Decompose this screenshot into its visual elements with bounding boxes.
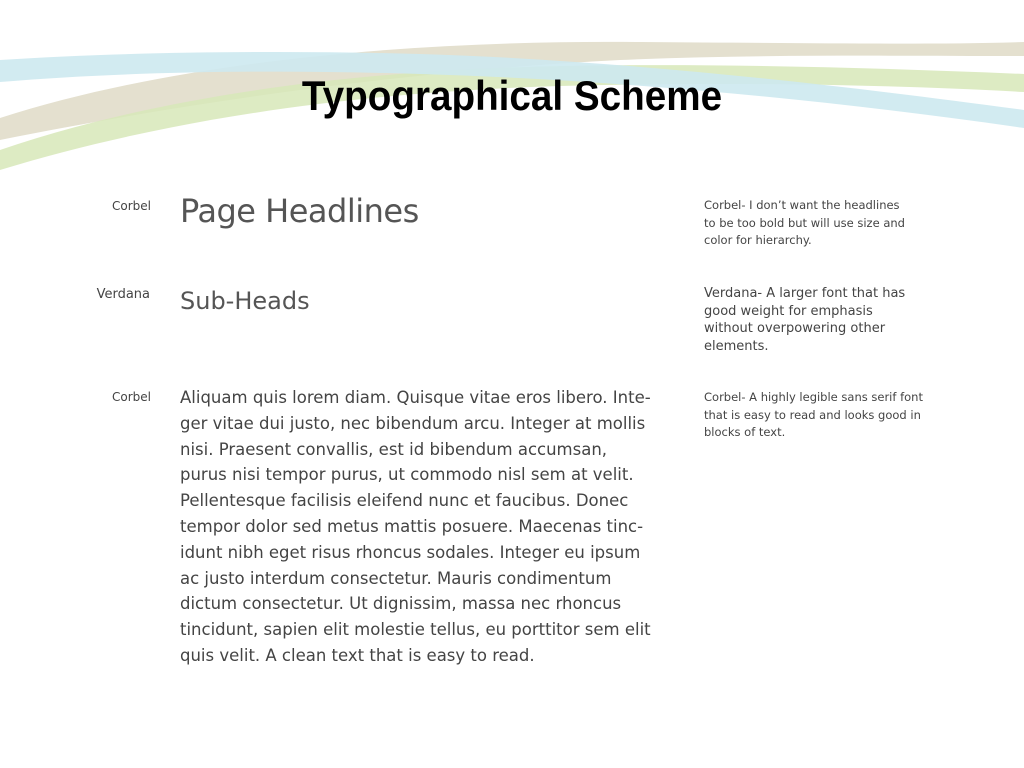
body-line: ac justo interdum consectetur. Mauris condimentum [180, 568, 612, 588]
body-line: ger vitae dui justo, nec bibendum arcu. Integer at mollis [180, 413, 646, 433]
body-line: purus nisi tempor purus, ut commodo nisl sem at velit. [180, 465, 634, 485]
subhead-font-note [704, 285, 934, 355]
font-label-headline: Corbel [112, 199, 151, 213]
note-line: good weight for emphasis [704, 303, 873, 319]
body-line: nisi. Praesent convallis, est id bibendum accumsan, [180, 439, 608, 459]
body-line: quis velit. A clean text that is easy to read. [180, 645, 535, 665]
body-line: Aliquam quis lorem diam. Quisque vitae eros libero. Inte- [180, 388, 651, 407]
font-label-body: Corbel [112, 390, 151, 404]
sample-page-headline: Page Headlines [180, 192, 419, 230]
body-line: Pellentesque facilisis eleifend nunc et faucibus. Donec [180, 491, 629, 511]
sample-sub-heads: Sub-Heads [180, 287, 310, 315]
note-line: Corbel- I don’t want the headlines [704, 198, 900, 212]
slide-title: Typographical Scheme [301, 72, 723, 119]
note-line: that is easy to read and looks good in [704, 407, 921, 422]
body-line: tincidunt, sapien elit molestie tellus, eu porttitor sem elit [180, 620, 651, 640]
note-line: blocks of text. [704, 425, 786, 439]
note-line: to be too bold but will use size and [704, 215, 905, 230]
note-line: Verdana- A larger font that has [704, 286, 906, 301]
note-line: without overpowering other [704, 321, 886, 336]
body-font-note [704, 389, 934, 442]
note-line: elements. [704, 338, 769, 354]
sample-body-paragraph [180, 385, 685, 669]
note-line: Corbel- A highly legible sans serif font [704, 390, 923, 404]
body-line: idunt nibh eget risus rhoncus sodales. Integer eu ipsum [180, 542, 641, 562]
headline-font-note [704, 197, 934, 250]
body-line: tempor dolor sed metus mattis posuere. Maecenas tinc- [180, 516, 644, 536]
note-line: color for hierarchy. [704, 233, 812, 247]
font-label-subhead: Verdana [96, 287, 150, 302]
body-line: dictum consectetur. Ut dignissim, massa nec rhoncus [180, 594, 622, 614]
